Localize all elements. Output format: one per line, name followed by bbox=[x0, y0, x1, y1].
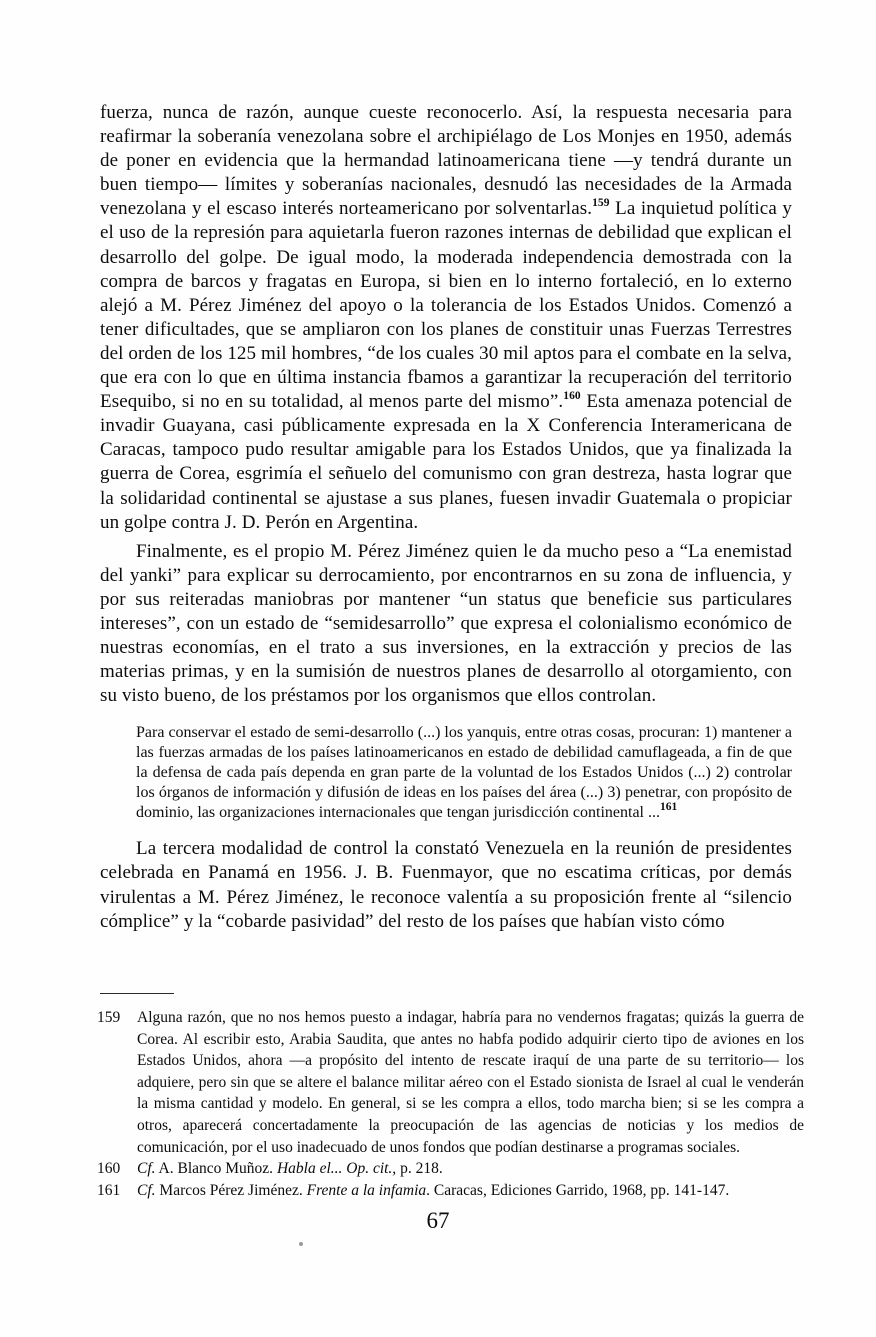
paragraph: Finalmente, es el propio M. Pérez Jiménez quien le da mucho peso a “La enemistad del yanki” para explicar su derrocamiento, por encontrarnos en su zona de influencia, y por sus reiteradas maniobras por mantener “un status que beneficie sus particulares intereses”, con un estado de “semidesarrollo” que expresa el colonialismo económico de nuestras economías, en el trato a sus inversiones, en la extracción y precios de las materias primas, y en la sumisión de nuestros planes de desarrollo al otorgamiento, con su visto bueno, de los préstamos por los organismos que ellos controlan. bbox=[100, 540, 792, 707]
footnote-text: Cf. A. Blanco Muñoz. Habla el... Op. cit., p. 218. bbox=[137, 1160, 443, 1178]
footnotes-section bbox=[97, 993, 804, 1201]
block-quote: Para conservar el estado de semi-desarrollo (...) los yanquis, entre otras cosas, procuran: 1) mantener a las fuerzas armadas de los países latinoamericanos en estado de debilidad camuflageada, a fin de que la defensa de cada país dependa en gran parte de la voluntad de los Estados Unidos (...) 2) controlar los órganos de información y difusión de ideas en los países del área (...) 3) penetrar, con propósito de dominio, las organizaciones internacionales que tengan jurisdicción continental ...$^{161}$ bbox=[136, 724, 792, 822]
footnote-ref-161: 161 bbox=[660, 801, 678, 814]
footnote-ref-160: 160 bbox=[563, 389, 581, 402]
italic-text: Cf. bbox=[137, 1181, 156, 1199]
italic-text: Habla el... Op. cit., bbox=[276, 1160, 397, 1178]
footnote-text: Cf. Marcos Pérez Jiménez. Frente a la infamia. Caracas, Ediciones Garrido, 1968, pp. 141-147. bbox=[137, 1181, 730, 1199]
footnote-row bbox=[97, 1180, 804, 1202]
footnote-number: 161 bbox=[97, 1181, 121, 1199]
footnote-divider bbox=[100, 993, 174, 994]
footnote-ref-159: 159 bbox=[592, 197, 610, 210]
page-number: 67 bbox=[426, 1208, 450, 1233]
footnote-number: 159 bbox=[97, 1009, 121, 1026]
paragraph: La tercera modalidad de control la constató Venezuela en la reunión de presidentes celebrada en Panamá en 1956. J. B. Fuenmayor, que no escatima críticas, por demás virulentas a M. Pérez Jiménez, le reconoce valentía a su proposición frente al “silencio cómplice” y la “cobarde pasividad” del resto de los países que habían visto cómo bbox=[100, 838, 792, 932]
italic-text: Frente a la infamia bbox=[306, 1181, 427, 1199]
footnote-row bbox=[97, 1158, 804, 1180]
footnote-text: Alguna razón, que no nos hemos puesto a indagar, habría para no vendernos fragatas; quizás la guerra de Corea. Al escribir esto, Arabia Saudita, que antes no habfa podido adquirir cierto tipo de aviones en los Estados Unidos, ahora —a propósito del intento de rescate iraquí de una parte de su territorio— los adquiere, pero sin que se altere el balance militar aéreo con el Estado sionista de Israel al cual le venderán la misma cantidad y modelo. En general, si se les compra a ellos, todo marcha bien; si se les compra a otros, aparecerá concertadamente la preocupación de las agencias de noticias y los medios de comunicación, por el uso inadecuado de unos fondos que podían destinarse a programas sociales. bbox=[137, 1009, 804, 1156]
footnote-number: 160 bbox=[97, 1160, 121, 1178]
scan-speck bbox=[299, 1242, 303, 1246]
footnote-list bbox=[97, 1007, 804, 1201]
italic-text: Cf. bbox=[137, 1160, 156, 1178]
text-column bbox=[100, 101, 792, 934]
footnote-row bbox=[97, 1007, 804, 1158]
paragraph: fuerza, nunca de razón, aunque cueste reconocerlo. Así, la respuesta necesaria para reafirmar la soberanía venezolana sobre el archipiélago de Los Monjes en 1950, además de poner en evidencia que la hermandad latinoamericana tiene —y tendrá durante un buen tiempo— límites y soberanías nacionales, desnudó las necesidades de la Armada venezolana y el escaso interés norteamericano por solventarlas.$^{159}$ La inquietud política y el uso de la represión para aquietarla fueron razones internas de debilidad que explican el desarrollo del golpe. De igual modo, la moderada independencia demostrada con la compra de barcos y fragatas en Europa, si bien en lo interno fortaleció, en lo externo alejó a M. Pérez Jiménez del apoyo o la tolerancia de los Estados Unidos. Comenzó a tener dificultades, que se ampliaron con los planes de constituir unas Fuerzas Terrestres del orden de los 125 mil hombres, “de los cuales 30 mil aptos para el combate en la selva, que era con lo que en última instancia fbamos a garantizar la recuperación del territorio Esequibo, si no en su totalidad, al menos parte del mismo”.$^{160}$ Esta amenaza potencial de invadir Guayana, casi públicamente expresada en la X Conferencia Interamericana de Caracas, tampoco pudo resultar amigable para los Estados Unidos, que ya finalizada la guerra de Corea, esgrimía el señuelo del comunismo con gran destreza, hasta lograr que la solidaridad continental se ajustase a sus planes, fuesen invadir Guatemala o propiciar un golpe contra J. D. Perón en Argentina. bbox=[100, 102, 792, 533]
